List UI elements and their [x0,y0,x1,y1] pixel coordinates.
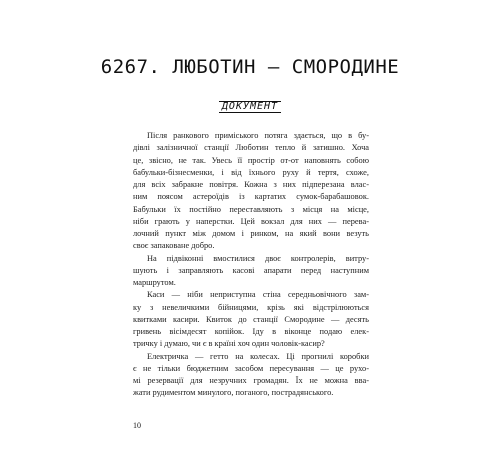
text-line: бабульки-бізнесменки, і від їхнього руху й тертя, схоже, [133,167,369,177]
text-line: є не тільки бюджетним засобом пересування — це рухо- [133,363,369,373]
text-line: це, звісно, не так. Увесь її простір от-от наповнять собою [133,155,369,165]
text-line: Електричка — гетто на колесах. Ці прогнилі коробки [147,351,369,361]
text-line: квитками касири. Квиток до станції Смородине — десять [133,314,369,324]
text-line: Каси — ніби неприступна стіна середньовічного зам- [147,290,369,300]
text-line: маршрутом. [133,278,176,287]
text-line: ніби грають у наперстки. Цей вокзал для них — перева- [133,216,369,226]
text-line: тричку і думаю, чи є в країні хоч один чоловік-касир? [133,339,325,349]
text-line: своє запаковане добро. [133,241,215,251]
text-line: лочний пункт між домом і ринком, на який вони везуть [133,229,369,238]
subtitle-container [0,96,500,114]
text-line: жати рудиментом минулого, поганого, пострадянського. [133,388,334,398]
text-line: гривень вісімдесят копійок. Іду в віконце подаю елек- [133,327,369,336]
chapter-subtitle: ДОКУМЕНТ [219,101,281,113]
text-line: шують і заправляють касові апарати перед наступним [133,265,369,275]
text-line: ним поясом астероїдів із картатих сумок-барабашовок. [133,192,369,202]
text-line: ку з невеличкими бійницями, крізь які відстрілюються [133,302,369,312]
chapter-title: 6267. ЛЮБОТИН — СМОРОДИНЕ [100,55,400,78]
text-line: дівлі залізничної станції Люботин тепло й затишно. Хоча [133,143,369,153]
body-text [133,130,369,400]
text-line: На підвіконні вмостилися двоє контролерів, витру- [147,253,369,263]
text-line: Після ранкового приміського потяга здається, що в бу- [147,131,369,140]
text-line: для всіх забракне повітря. Кожна з них підперезана влас- [133,180,369,189]
page-number: 10 [133,421,141,430]
text-line: мі резервації для незручних громадян. Їх не можна вва- [133,376,369,385]
text-line: Бабульки їх постійно переставляють з місця на місце, [133,204,369,214]
